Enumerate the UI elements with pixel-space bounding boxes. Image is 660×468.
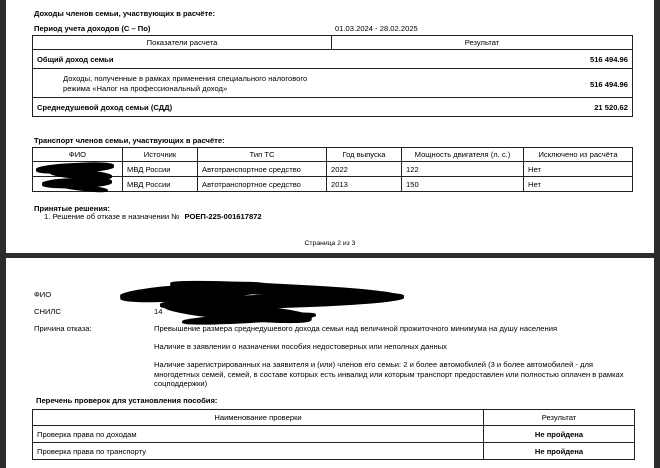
transport-row-1-source: МВД России	[122, 161, 198, 177]
reason-1: Превышение размера среднедушевого дохода семьи над величиной прожиточного минимума на душу населения	[154, 324, 558, 333]
income-row-total-value: 516 494.96	[589, 55, 628, 64]
checks-row-1-result: Не пройдена	[483, 425, 635, 443]
transport-header-type: Тип ТС	[197, 147, 327, 162]
transport-row-1-type: Автотранспортное средство	[197, 161, 327, 177]
checks-row-2-name: Проверка права по транспорту	[32, 442, 484, 460]
income-row-npd-label: Доходы, полученные в рамках применения специального налогового режима «Налог на профессиональный доход»	[63, 74, 308, 93]
transport-row-1-excluded: Нет	[523, 161, 633, 177]
checks-header-name: Наименование проверки	[32, 409, 484, 426]
income-header-result: Результат	[331, 35, 633, 50]
checks-title: Перечень проверок для установления пособия:	[36, 396, 218, 405]
transport-header-excluded: Исключено из расчёта	[523, 147, 633, 162]
income-row-sdd-value: 21 520.62	[594, 103, 628, 112]
fio-label: ФИО	[34, 290, 52, 299]
decision-item	[44, 212, 262, 221]
snils-partial: 14	[154, 307, 163, 316]
checks-row-2-result: Не пройдена	[483, 442, 635, 460]
decision-item-text: 1. Решение об отказе в назначении №	[44, 212, 180, 221]
period-label: Период учета доходов (С – По)	[34, 24, 151, 33]
decisions-title: Принятые решения:	[34, 204, 110, 213]
transport-header-source: Источник	[122, 147, 198, 162]
decision-number: РОЕП-225-001617872	[184, 212, 262, 221]
document-page-3	[6, 258, 654, 468]
reason-3: Наличие зарегистрированных на заявителя и (или) членов его семьи: 2 и более автомобилей (3 и более автомобилей - для многодетных семей, семей, в составе которых есть инвалид или которым транспорт предоставлен или полностью оплачен в рамках соцподдержки)	[154, 360, 624, 388]
income-header-indicators: Показатели расчета	[32, 35, 332, 50]
period-value: 01.03.2024 - 28.02.2025	[335, 24, 418, 33]
snils-label: СНИЛС	[34, 307, 61, 316]
transport-header-year: Год выпуска	[326, 147, 402, 162]
reason-label: Причина отказа:	[34, 324, 92, 333]
transport-row-2-year: 2013	[326, 176, 402, 192]
transport-header-power: Мощность двигателя (л. с.)	[401, 147, 524, 162]
income-section-title: Доходы членов семьи, участвующих в расчёте:	[34, 9, 215, 18]
checks-header-result: Результат	[483, 409, 635, 426]
income-row-sdd-label: Среднедушевой доход семьи (СДД)	[37, 102, 173, 112]
income-row-total-label: Общий доход семьи	[37, 54, 114, 64]
income-row-total	[32, 49, 633, 69]
transport-row-2-power: 150	[401, 176, 524, 192]
document-page-2	[6, 0, 654, 253]
transport-row-1-year: 2022	[326, 161, 402, 177]
income-row-sdd	[32, 97, 633, 117]
income-row-npd-value: 516 494.96	[589, 80, 628, 89]
reason-2: Наличие в заявлении о назначении пособия недостоверных или неполных данных	[154, 342, 447, 351]
transport-header-fio: ФИО	[32, 147, 123, 162]
transport-row-2-type: Автотранспортное средство	[197, 176, 327, 192]
transport-section-title: Транспорт членов семьи, участвующих в расчёте:	[34, 136, 225, 145]
checks-row-1-name: Проверка права по доходам	[32, 425, 484, 443]
transport-row-2-excluded: Нет	[523, 176, 633, 192]
transport-row-1-power: 122	[401, 161, 524, 177]
page-footer: Страница 2 из 3	[304, 240, 356, 247]
transport-row-2-source: МВД России	[122, 176, 198, 192]
